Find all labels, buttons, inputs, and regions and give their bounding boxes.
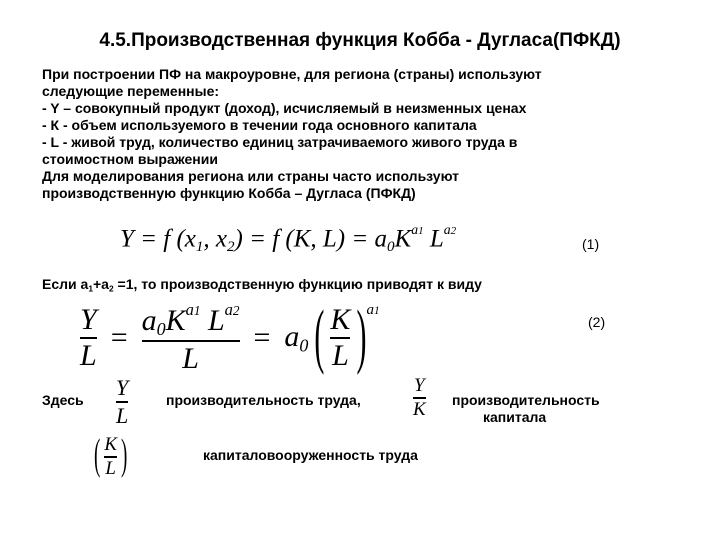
condition-line: Если $a_1+a_2 =1$, то производственную функцию приводят к виду (42, 276, 482, 294)
capital-labor-ratio-label: капиталовооруженность труда (203, 447, 418, 463)
intro-line-6: стоимостном выражении (42, 151, 218, 167)
intro-line-8: производственную функцию Кобба – Дугласа (ПФКД) (42, 185, 416, 201)
capital-productivity-label-2: капитала (483, 409, 547, 425)
capital-productivity-label-1: производительность (452, 392, 600, 408)
intro-line-5: - L - живой труд, количество единиц затрачиваемого живого труда в (42, 134, 518, 150)
equation-1: Y = f ($x_1$, $x_2) = f$ (K, $L) = a_0K^{a1}$ $L^{a2}$ (120, 222, 457, 255)
intro-line-4: - К - объем используемого в течении года основного капитала (42, 117, 477, 133)
equation-2: $\frac{Y}{L}$ = $\frac{a_0K^{a1} L^{a2}}{L}$ = $a_0$ ( $\frac{K}{L}$ ) a1 (80, 297, 380, 377)
intro-line-1: При построении ПФ на макроуровне, для региона (страны) используют (42, 66, 542, 82)
equation-2-number: (2) (588, 314, 606, 330)
intro-line-2: следующие переменные: (42, 83, 220, 99)
y-over-k-small: $\frac{Y}{K}$ (413, 375, 426, 420)
equation-1-number: (1) (582, 236, 600, 252)
k-over-l-fraction: $\frac{K}{L}$ (330, 303, 351, 373)
page-title: 4.5.Производственная функция Кобба - Дугласа(ПФКД) (99, 30, 621, 51)
product-over-l-fraction: $\frac{a_0K^{a1} L^{a2}}{L}$ (141, 300, 240, 376)
y-over-l-fraction: $\frac{Y}{L}$ (80, 303, 97, 373)
labor-productivity-label: производительность труда, (166, 392, 361, 408)
k-over-l-small: ( $\frac{K}{L}$ ) (94, 431, 128, 480)
y-over-l-small: $\frac{Y}{L}$ (116, 375, 129, 428)
intro-line-7: Для моделирования региона или страны часто используют (42, 168, 460, 184)
here-label: Здесь (42, 392, 84, 408)
intro-line-3: - Y – совокупный продукт (доход), исчисляемый в неизменных ценах (42, 100, 527, 116)
